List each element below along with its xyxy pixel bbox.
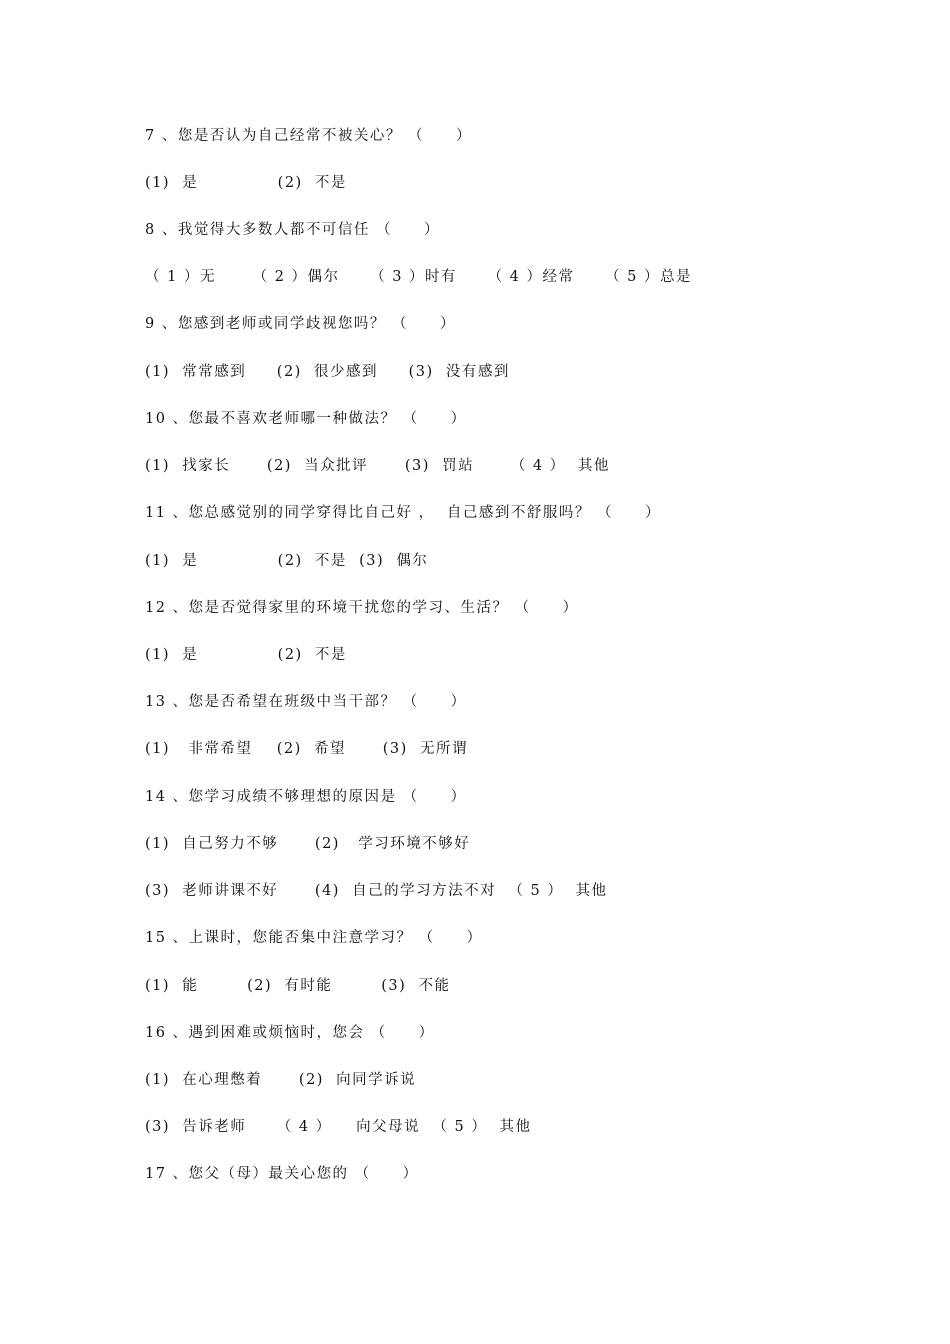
question-13-options: (1) 非常希望 (2) 希望 (3) 无所谓 — [145, 741, 468, 757]
question-8-options: （ 1 ）无 （ 2 ）偶尔 （ 3 ）时有 （ 4 ）经常 （ 5 ）总是 — [145, 269, 693, 285]
question-10-prompt: 10 、您最不喜欢老师哪一种做法？ （ ） — [145, 411, 467, 427]
question-16-options-2: (3) 告诉老师 （ 4 ） 向父母说 （ 5 ） 其他 — [145, 1119, 532, 1135]
question-13-prompt: 13 、您是否希望在班级中当干部？ （ ） — [145, 694, 467, 710]
question-10-options: (1) 找家长 (2) 当众批评 (3) 罚站 （ 4 ） 其他 — [145, 458, 610, 474]
question-15-options: (1) 能 (2) 有时能 (3) 不能 — [145, 978, 451, 994]
question-11-options: (1) 是 (2) 不是 (3) 偶尔 — [145, 553, 429, 569]
question-16-prompt: 16 、遇到困难或烦恼时，您会 （ ） — [145, 1025, 435, 1041]
question-12-prompt: 12 、您是否觉得家里的环境干扰您的学习、生活？ （ ） — [145, 600, 579, 616]
question-7-prompt: 7 、您是否认为自己经常不被关心？ （ ） — [145, 128, 472, 144]
question-9-prompt: 9 、您感到老师或同学歧视您吗？ （ ） — [145, 316, 456, 332]
question-8-prompt: 8 、我觉得大多数人都不可信任 （ ） — [145, 222, 440, 238]
question-11-prompt: 11 、您总感觉别的同学穿得比自己好 ， 自己感到不舒服吗？ （ ） — [145, 505, 661, 521]
question-7-options: (1) 是 (2) 不是 — [145, 175, 347, 191]
question-12-options: (1) 是 (2) 不是 — [145, 647, 347, 663]
question-17-prompt: 17 、您父（母）最关心您的 （ ） — [145, 1166, 419, 1182]
question-9-options: (1) 常常感到 (2) 很少感到 (3) 没有感到 — [145, 364, 510, 380]
question-16-options-1: (1) 在心理憋着 (2) 向同学诉说 — [145, 1072, 417, 1088]
question-15-prompt: 15 、上课时，您能否集中注意学习？ （ ） — [145, 930, 483, 946]
question-14-options-2: (3) 老师讲课不好 (4) 自己的学习方法不对 （ 5 ） 其他 — [145, 883, 608, 899]
question-14-options-1: (1) 自己努力不够 (2) 学习环境不够好 — [145, 836, 471, 852]
question-14-prompt: 14 、您学习成绩不够理想的原因是 （ ） — [145, 789, 467, 805]
